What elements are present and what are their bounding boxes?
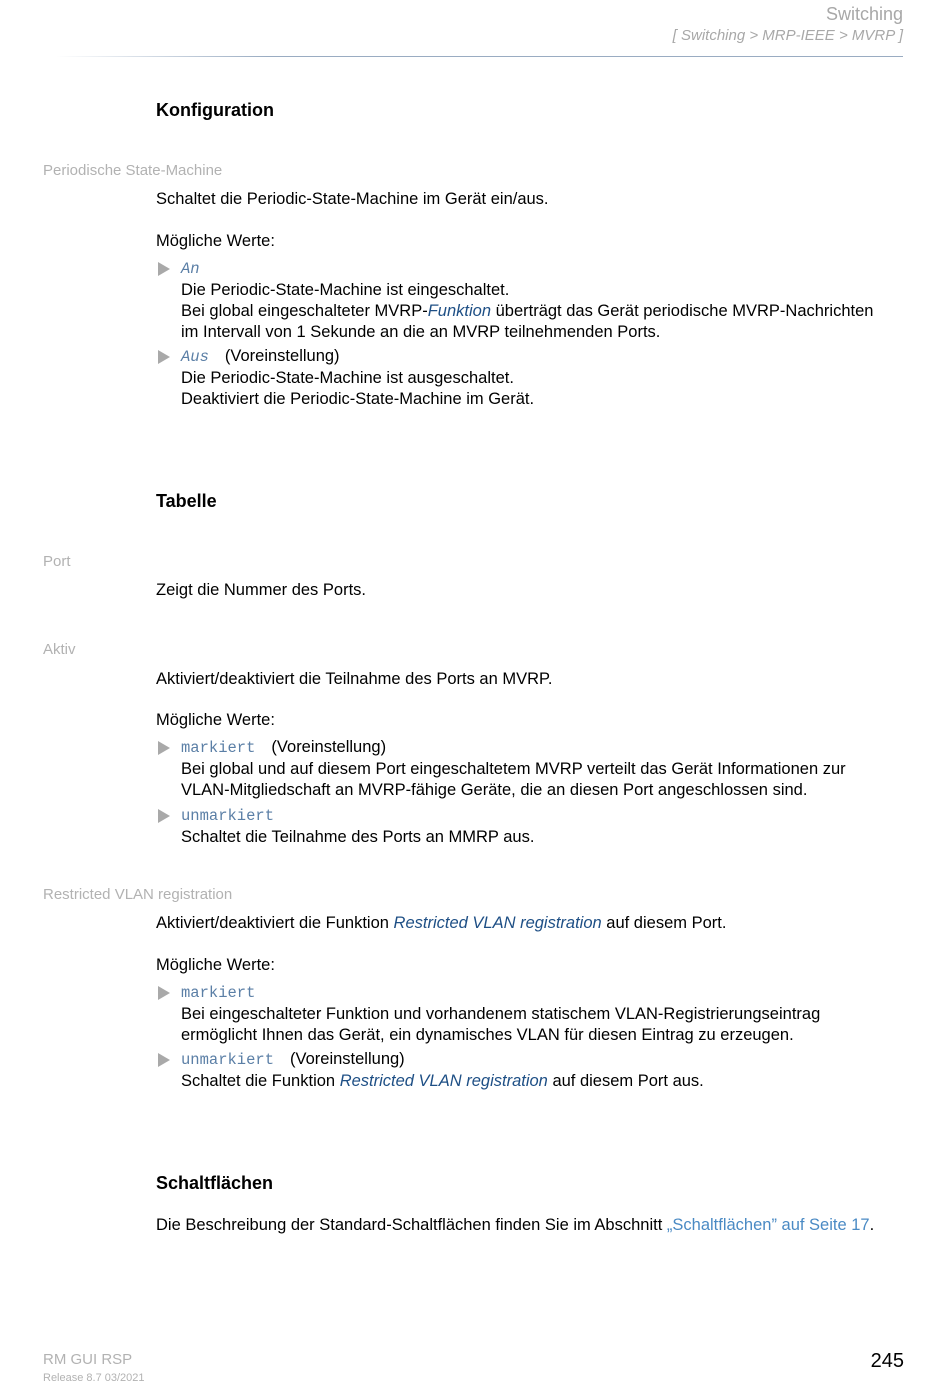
value-unmarkiert: unmarkiert xyxy=(181,1051,275,1069)
bullet-triangle-icon xyxy=(158,986,170,1000)
option-line: VLAN-Mitgliedschaft an MVRP-fähige Geräte, die an diesen Port angeschlossen sind. xyxy=(181,781,808,799)
option-line: Bei eingeschalteter Funktion und vorhandenem statischem VLAN-Registrierungseintrag xyxy=(181,1005,821,1023)
option-aus-line: Die Periodic-State-Machine ist ausgeschaltet. xyxy=(181,369,514,387)
option-aus-line: Deaktiviert die Periodic-State-Machine im Gerät. xyxy=(181,390,535,408)
link-schaltflaechen-seite-17[interactable]: „Schaltflächen” auf Seite 17 xyxy=(666,1216,870,1234)
port-description: Zeigt die Nummer des Ports. xyxy=(156,581,366,599)
option-an-line: im Intervall von 1 Sekunde an die an MVRP teilnehmenden Ports. xyxy=(181,323,661,341)
option-an xyxy=(156,258,873,343)
footer-release: Release 8.7 03/2021 xyxy=(43,1372,145,1384)
option-line: Schaltet die Funktion Restricted VLAN registration auf diesem Port aus. xyxy=(181,1072,704,1090)
option-line: ermöglicht Ihnen das Gerät, ein dynamisches VLAN für diesen Eintrag zu erzeugen. xyxy=(181,1026,794,1044)
aktiv-values-label: Mögliche Werte: xyxy=(156,711,275,729)
option-aktiv-markiert xyxy=(156,737,846,801)
option-line: Bei global und auf diesem Port eingeschaltetem MVRP verteilt das Gerät Informationen zur xyxy=(181,760,846,778)
value-an: An xyxy=(181,260,200,278)
restricted-description: Aktiviert/deaktiviert die Funktion Restricted VLAN registration auf diesem Port. xyxy=(156,914,727,932)
bullet-triangle-icon xyxy=(158,741,170,755)
param-label-restricted-vlan-registration: Restricted VLAN registration xyxy=(43,886,233,903)
option-an-line: Bei global eingeschalteter MVRP-Funktion überträgt das Gerät periodische MVRP-Nachrichten xyxy=(181,302,874,320)
param-label-periodic-state-machine: Periodische State-Machine xyxy=(43,162,223,179)
heading-konfiguration: Konfiguration xyxy=(156,100,274,120)
value-markiert: markiert xyxy=(181,984,256,1002)
bullet-triangle-icon xyxy=(158,1053,170,1067)
option-aus xyxy=(156,346,534,410)
footer-document-name: RM GUI RSP xyxy=(43,1351,133,1368)
schaltflaechen-text: Die Beschreibung der Standard-Schaltflächen finden Sie im Abschnitt „Schaltflächen” auf Seite 17. xyxy=(156,1216,875,1234)
default-note: (Voreinstellung) xyxy=(271,738,387,756)
reference-restricted-vlan-registration: Restricted VLAN registration xyxy=(339,1072,548,1090)
option-an-line: Die Periodic-State-Machine ist eingeschaltet. xyxy=(181,281,510,299)
option-restricted-unmarkiert xyxy=(156,1049,704,1092)
reference-restricted-vlan-registration: Restricted VLAN registration xyxy=(393,914,602,932)
default-note: (Voreinstellung) xyxy=(224,347,340,365)
heading-tabelle: Tabelle xyxy=(156,491,217,511)
periodic-description: Schaltet die Periodic-State-Machine im Gerät ein/aus. xyxy=(156,190,549,208)
page-number: 245 xyxy=(870,1350,904,1372)
option-line: Schaltet die Teilnahme des Ports an MMRP aus. xyxy=(181,828,535,846)
param-label-port: Port xyxy=(43,553,71,570)
periodic-values-label: Mögliche Werte: xyxy=(156,232,275,250)
value-markiert: markiert xyxy=(181,739,256,757)
reference-funktion: Funktion xyxy=(427,302,492,320)
header-divider xyxy=(56,56,903,57)
bullet-triangle-icon xyxy=(158,350,170,364)
option-restricted-markiert xyxy=(156,982,820,1046)
value-unmarkiert: unmarkiert xyxy=(181,807,275,825)
chapter-title: Switching xyxy=(825,4,903,24)
option-aktiv-unmarkiert xyxy=(156,805,534,848)
default-note: (Voreinstellung) xyxy=(290,1050,405,1068)
param-label-aktiv: Aktiv xyxy=(43,641,76,658)
aktiv-description: Aktiviert/deaktiviert die Teilnahme des Ports an MVRP. xyxy=(156,670,553,688)
value-aus: Aus xyxy=(181,348,209,366)
breadcrumb: [ Switching > MRP-IEEE > MVRP ] xyxy=(672,27,903,44)
bullet-triangle-icon xyxy=(158,809,170,823)
heading-schaltflaechen: Schaltflächen xyxy=(156,1173,274,1193)
restricted-values-label: Mögliche Werte: xyxy=(156,956,275,974)
bullet-triangle-icon xyxy=(158,262,170,276)
